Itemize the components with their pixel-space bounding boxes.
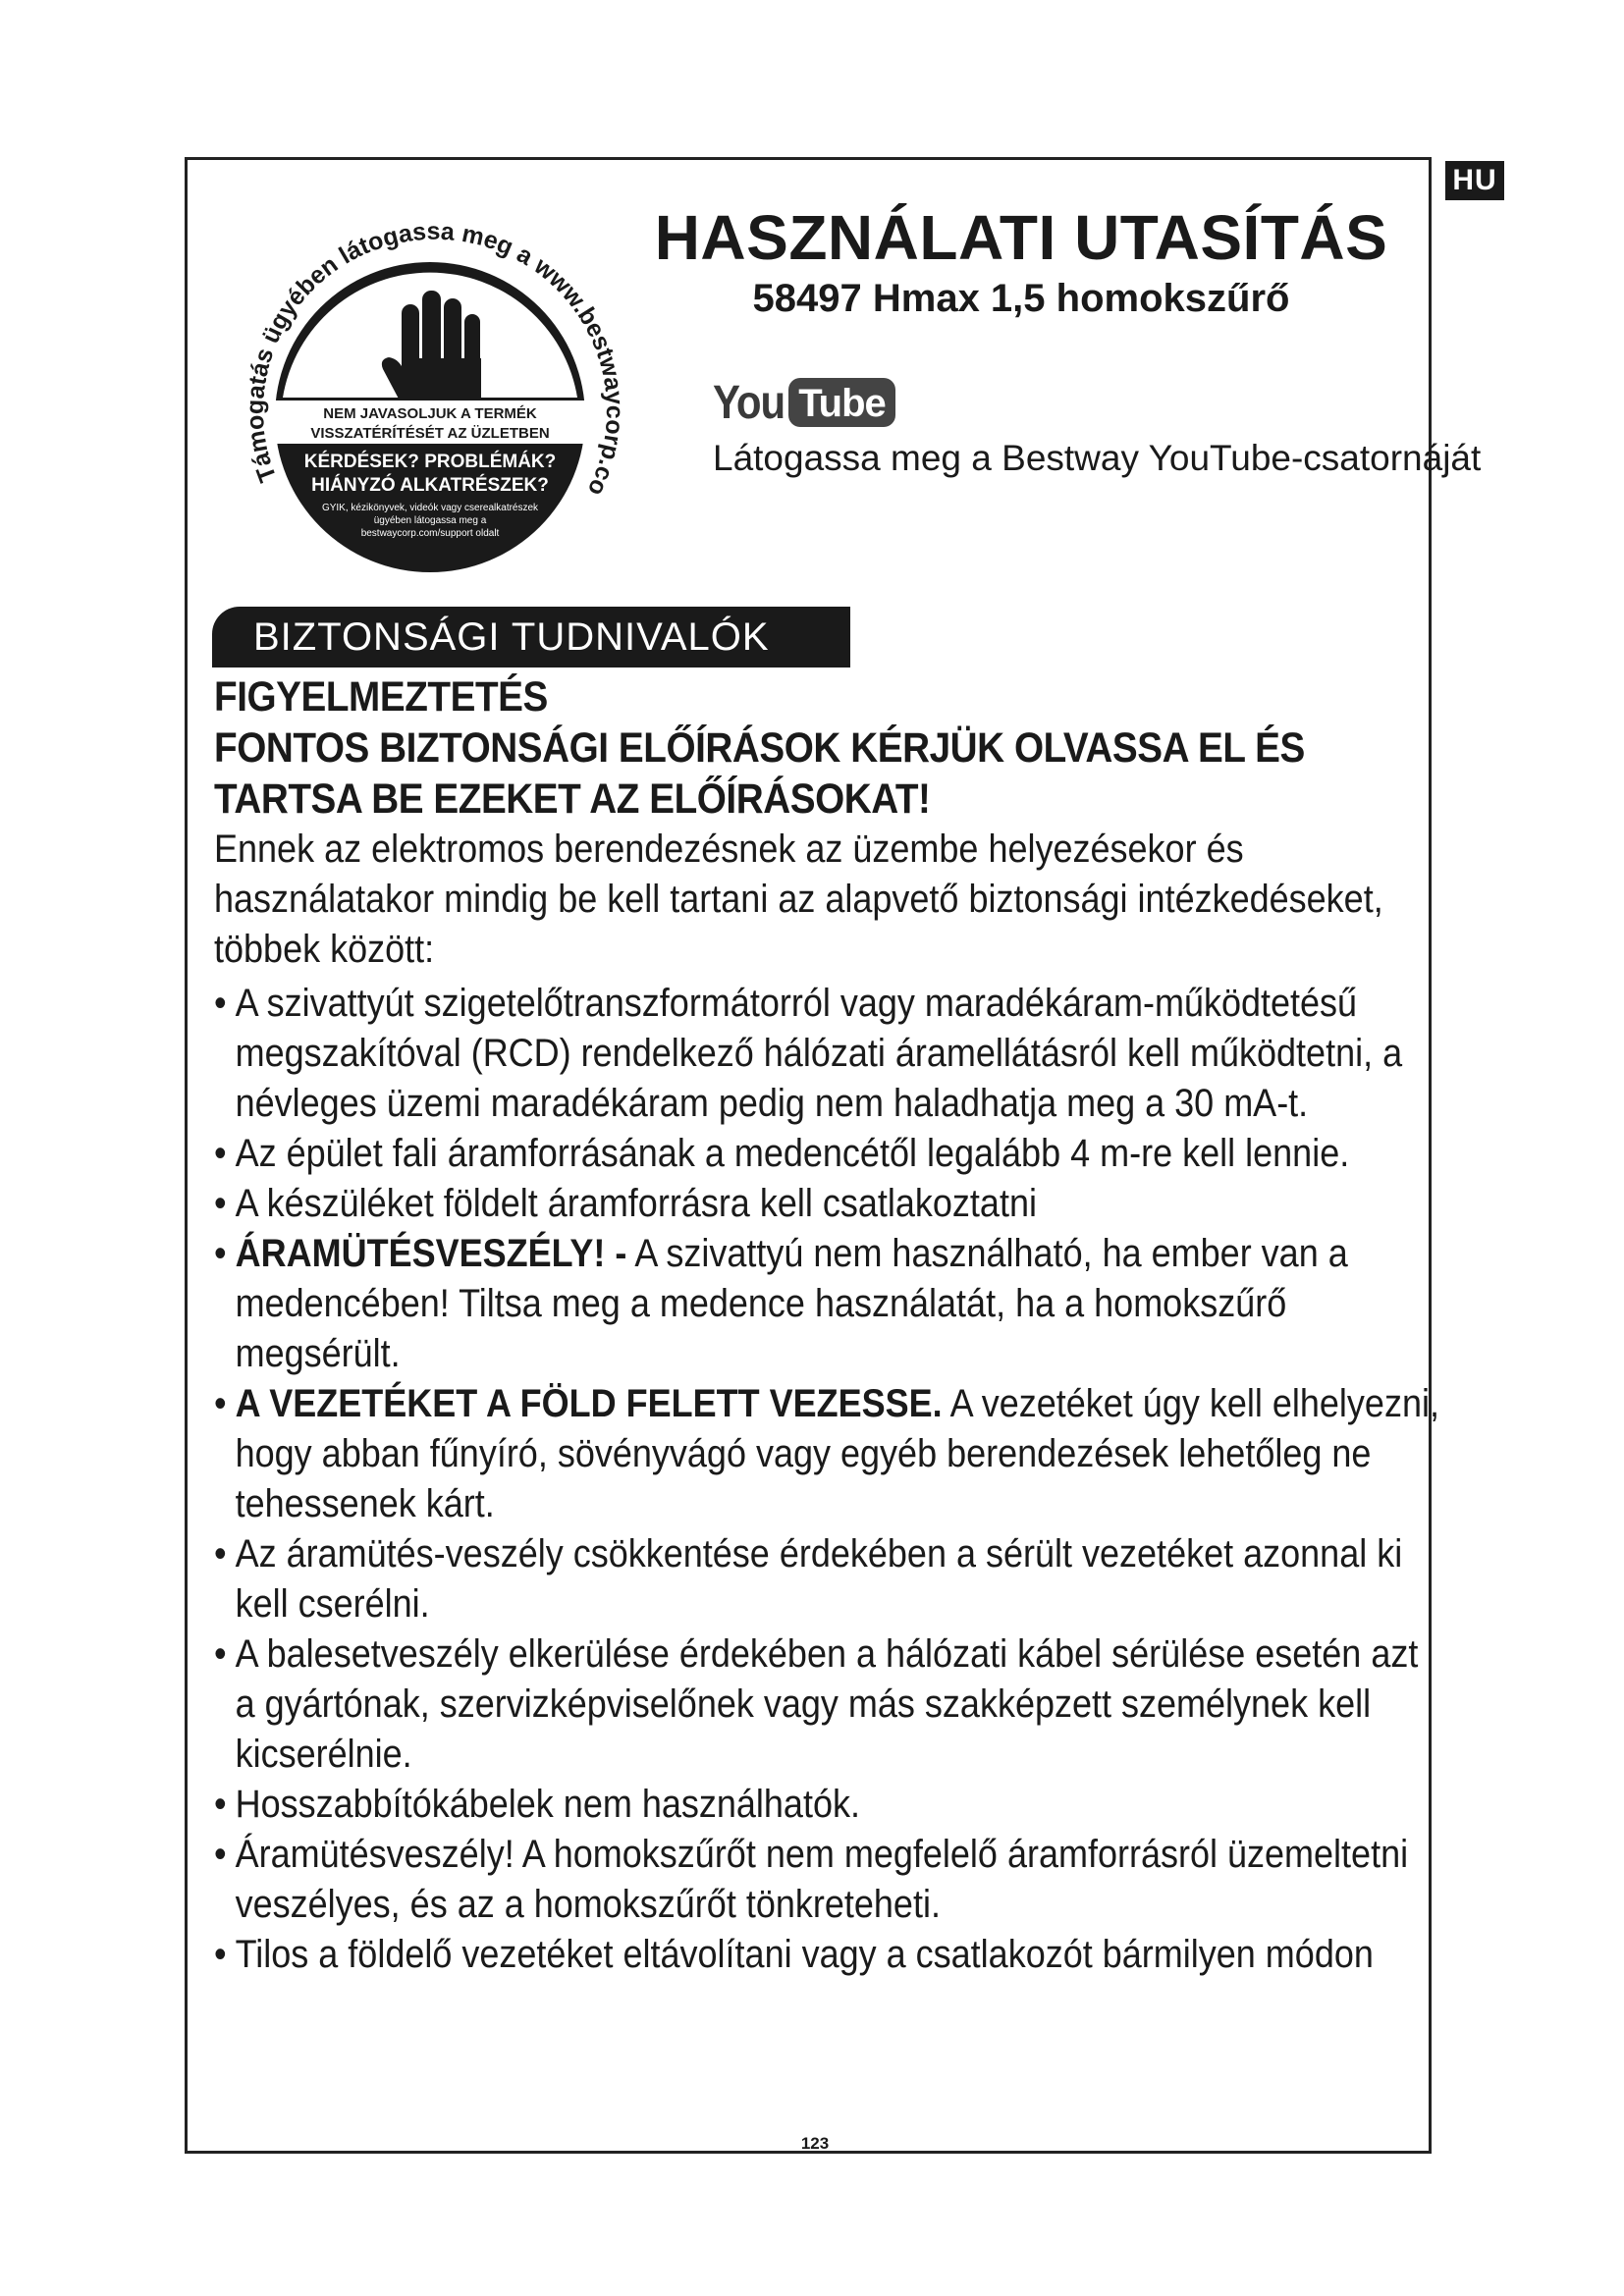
bullet-marker: • bbox=[214, 1382, 227, 1425]
bullet-marker: • bbox=[214, 1933, 227, 1976]
warning-line-3: TARTSA BE EZEKET AZ ELŐÍRÁSOKAT! bbox=[214, 775, 931, 823]
bullet-text: A vezetéket úgy kell elhelyezni, hogy abban fűnyíró, sövényvágó vagy egyéb berendezések lehetőleg ne tehessenek kárt. bbox=[235, 1382, 1439, 1525]
safety-bullet-item bbox=[214, 979, 1441, 1129]
bullet-marker: • bbox=[214, 1833, 227, 1876]
bullet-marker: • bbox=[214, 1132, 227, 1175]
bullet-text: A készüléket földelt áramforrásra kell csatlakoztatni bbox=[235, 1182, 1037, 1225]
warning-heading: FIGYELMEZTETÉS bbox=[214, 673, 548, 721]
warning-line-2: FONTOS BIZTONSÁGI ELŐÍRÁSOK KÉRJÜK OLVASSA EL ÉS bbox=[214, 724, 1305, 772]
page-number: 123 bbox=[800, 2134, 830, 2153]
bullet-marker: • bbox=[214, 1182, 227, 1225]
bullet-text: Az épület fali áramforrásának a medencétől legalább 4 m-re kell lennie. bbox=[235, 1132, 1350, 1175]
safety-bullet-item bbox=[214, 1529, 1441, 1629]
bullet-text: A balesetveszély elkerülése érdekében a hálózati kábel sérülése esetén azt a gyártónak, szervizképviselőnek vagy más szakképzett személynek kell kicserélnie. bbox=[235, 1632, 1419, 1776]
safety-bullet-item bbox=[214, 1629, 1441, 1780]
stamp-line-1: NEM JAVASOLJUK A TERMÉK bbox=[323, 405, 537, 422]
bullet-text: Áramütésveszély! A homokszűrőt nem megfelelő áramforrásról üzemeltetni veszélyes, és az a homokszűrőt tönkreteheti. bbox=[235, 1833, 1409, 1926]
stamp-small-1: GYIK, kézikönyvek, videók vagy cserealkatrészek bbox=[321, 503, 539, 513]
bullet-marker: • bbox=[214, 1532, 227, 1575]
safety-bullet-item bbox=[214, 1930, 1441, 1980]
language-badge: HU bbox=[1445, 161, 1504, 200]
youtube-caption: Látogassa meg a Bestway YouTube-csatornáját bbox=[713, 438, 1482, 478]
bullet-text: A szivattyút szigetelőtranszformátorról vagy maradékáram-működtetésű megszakítóval (RCD) rendelkező hálózati áramellátásról kell működtetni, a névleges üzemi maradékáram pedig nem haladhatja meg a 30 mA-t. bbox=[235, 982, 1403, 1125]
section-title: BIZTONSÁGI TUDNIVALÓK bbox=[253, 615, 770, 659]
bullet-marker: • bbox=[214, 1783, 227, 1826]
safety-bullet-item bbox=[214, 1379, 1441, 1529]
safety-bullet-item bbox=[214, 1129, 1441, 1179]
bullet-text: Az áramütés-veszély csökkentése érdekében a sérült vezetéket azonnal ki kell cserélni. bbox=[235, 1532, 1403, 1626]
stamp-small-2: ügyében látogassa meg a bbox=[373, 515, 487, 526]
bullet-text: Tilos a földelő vezetéket eltávolítani vagy a csatlakozót bármilyen módon bbox=[235, 1933, 1374, 1976]
safety-bullet-item bbox=[214, 1229, 1441, 1379]
support-stamp-graphic bbox=[214, 167, 646, 599]
stamp-line-2: VISSZATÉRÍTÉSÉT AZ ÜZLETBEN bbox=[310, 425, 550, 442]
youtube-logo-tube: Tube bbox=[788, 378, 895, 427]
youtube-logo-you: You bbox=[713, 375, 785, 429]
bullet-text: Hosszabbítókábelek nem használhatók. bbox=[235, 1783, 860, 1826]
bullet-text: A szivattyú nem használható, ha ember van a medencében! Tiltsa meg a medence használatát, ha a homokszűrő megsérült. bbox=[235, 1232, 1348, 1375]
document-subtitle: 58497 Hmax 1,5 homokszűrő bbox=[752, 277, 1290, 320]
youtube-logo-icon bbox=[713, 377, 895, 428]
bullet-bold-text: A VEZETÉKET A FÖLD FELETT VEZESSE. bbox=[235, 1382, 943, 1425]
bullet-bold-text: ÁRAMÜTÉSVESZÉLY! - bbox=[235, 1232, 627, 1275]
safety-bullet-item bbox=[214, 1830, 1441, 1930]
stamp-small-3: bestwaycorp.com/support oldalt bbox=[360, 528, 500, 539]
safety-bullet-item bbox=[214, 1179, 1441, 1229]
safety-content bbox=[214, 671, 1439, 1980]
stamp-arc-text: Támogatás ügyében látogassa meg a www.bestwaycorp.co bbox=[241, 217, 629, 501]
document-title: HASZNÁLATI UTASÍTÁS bbox=[654, 202, 1388, 273]
stamp-line-3: KÉRDÉSEK? PROBLÉMÁK? bbox=[303, 452, 557, 472]
bullet-marker: • bbox=[214, 1232, 227, 1275]
section-divider bbox=[212, 664, 850, 667]
stamp-line-4: HIÁNYZÓ ALKATRÉSZEK? bbox=[311, 475, 549, 496]
safety-bullet-item bbox=[214, 1780, 1441, 1830]
bullet-marker: • bbox=[214, 982, 227, 1025]
support-stamp bbox=[214, 167, 646, 599]
bullet-marker: • bbox=[214, 1632, 227, 1676]
safety-bullet-list bbox=[214, 979, 1439, 1980]
intro-paragraph: Ennek az elektromos berendezésnek az üzembe helyezésekor és használatakor mindig be kell tartani az alapvető biztonsági intézkedéseket, többek között: bbox=[214, 828, 1383, 971]
